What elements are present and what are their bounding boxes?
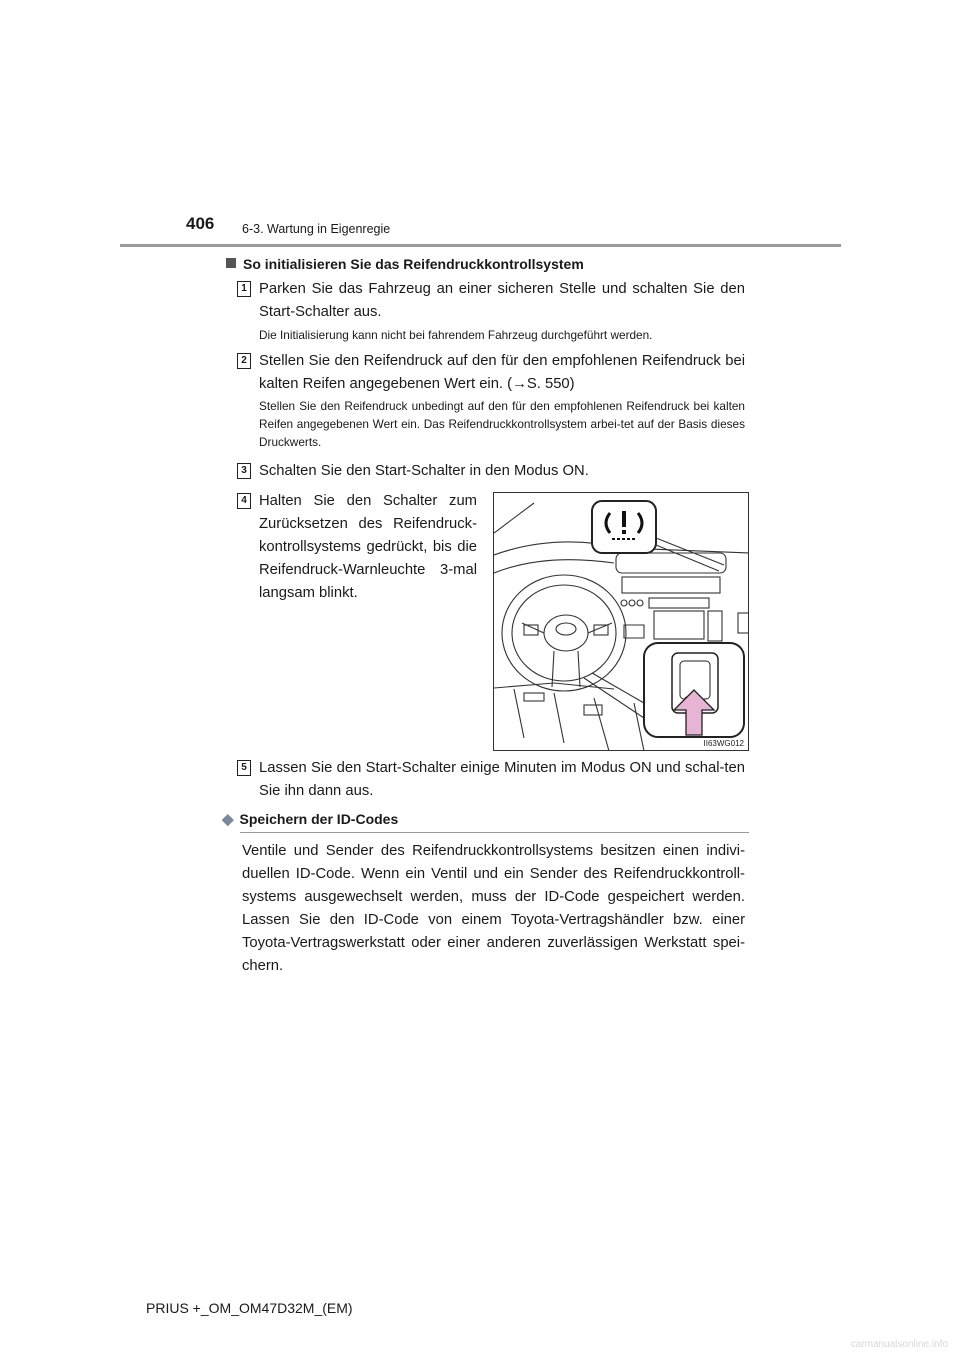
subsection-rule <box>240 832 749 833</box>
dashboard-drawing <box>494 493 749 751</box>
header-rule <box>120 244 841 247</box>
subsection-body: Ventile und Sender des Reifendruckkontrollsystems besitzen einen indivi-duellen ID-Code. Wenn ein Ventil und ein Sender des Reifendruckkontroll-systems ausgewechselt werden, muss der ID-Code gespeichert werden. Lassen Sie den ID-Code von einem Toyota-Vertragshändler bzw. einer Toyota-Vertragswerkstatt oder einer anderen zuverlässigen Werkstatt spei-chern. <box>242 843 745 974</box>
step-1-text: Parken Sie das Fahrzeug an einer sicheren Stelle und schalten Sie den Start-Schalter aus. <box>259 281 745 320</box>
subsection-heading <box>222 810 398 828</box>
step-4-text: Halten Sie den Schalter zum Zurücksetzen des Reifendruck-kontrollsystems gedrückt, bis die Reifendruck-Warnleuchte 3-mal langsam blinkt. <box>259 493 477 601</box>
step-5-badge: 5 <box>237 760 251 776</box>
square-bullet-icon <box>226 258 236 268</box>
step-4-badge: 4 <box>237 493 251 509</box>
step-2-note: Stellen Sie den Reifendruck unbedingt auf den für den empfohlenen Reifendruck bei kalten Reifen angegebenen Wert ein. Das Reifendruckkontrollsystem arbei-tet auf der Basis dieses Druckwerts. <box>259 399 745 449</box>
page-number: 406 <box>186 214 215 233</box>
step-2-badge: 2 <box>237 353 251 369</box>
diamond-bullet-icon: ◆ <box>222 811 234 828</box>
step-3-badge: 3 <box>237 463 251 479</box>
step-3-text: Schalten Sie den Start-Schalter in den Modus ON. <box>259 463 589 479</box>
step-2-text: Stellen Sie den Reifendruck auf den für den empfohlenen Reifendruck bei kalten Reifen angegebenen Wert ein. (→S. 550) <box>259 353 745 392</box>
dashboard-illustration <box>493 492 749 751</box>
step-1-note: Die Initialisierung kann nicht bei fahrendem Fahrzeug durchgeführt werden. <box>259 328 653 342</box>
step-1-badge: 1 <box>237 281 251 297</box>
section-title: 6-3. Wartung in Eigenregie <box>242 222 391 236</box>
procedure-heading-text: So initialisieren Sie das Reifendruckkontrollsystem <box>243 256 584 272</box>
figure-code: II63WG012 <box>703 739 744 748</box>
watermark: carmanualsonline.info <box>850 1339 948 1350</box>
procedure-heading <box>226 256 584 272</box>
footer-model-code: PRIUS +_OM_OM47D32M_(EM) <box>146 1300 353 1316</box>
step-5-text: Lassen Sie den Start-Schalter einige Minuten im Modus ON und schal-ten Sie ihn dann aus. <box>259 760 745 799</box>
subsection-title: Speichern der ID-Codes <box>239 811 399 827</box>
